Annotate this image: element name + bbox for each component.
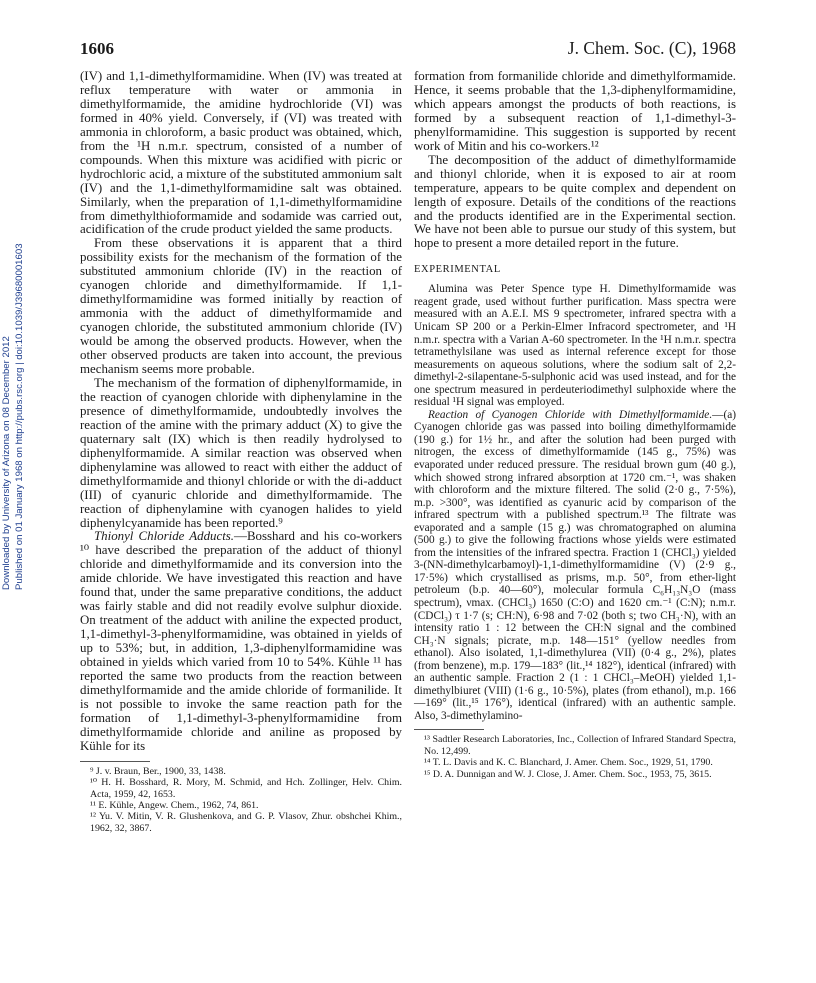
paragraph: From these observations it is apparent that a third possibility exists for the mechanism of the formation of the substituted ammonium chloride (IV) in the reaction of cyanogen chloride and dimethylformamide. If 1,1-dimethylformamidine was formed initially by reaction of ammonia with the adduct of dimethylformamide and cyanogen chloride, the substituted ammonium chloride (IV) would be among the observed products. However, when the other observed products are taken into account, the previous mechanism seems more probable.	[80, 236, 402, 377]
download-sidebar	[0, 170, 26, 590]
footnote-divider	[414, 729, 484, 730]
footnote: ⁹ J. v. Braun, Ber., 1900, 33, 1438.	[90, 765, 226, 777]
journal-reference: J. Chem. Soc. (C), 1968	[567, 38, 736, 58]
experimental-paragraph: Alumina was Peter Spence type H. Dimethylformamide was reagent grade, used without further purification. Mass spectra were measured with an A.E.I. MS 9 spectrometer, infrared spectra with a Unicam SP 200 or a Perkin-Elmer Infracord spectrometer, and ¹H n.m.r. spectra with a Varian A-60 spectrometer. In the ¹H n.m.r. spectra tetramethylsilane was used as internal reference except for those measurements on aqueous solutions, where the sodium salt of 2,2-dimethyl-2-silapentane-5-sulphonic acid was used instead, and for the one spectrum measured in perdeuteriodimethyl sulphoxide where the residual ¹H signal was employed.	[414, 283, 736, 409]
thionyl-paragraph	[80, 530, 402, 753]
publish-note: Published on 01 January 1968 on http://pubs.rsc.org | doi:10.1039/J39680001603	[13, 243, 25, 590]
right-column	[414, 70, 736, 780]
left-column	[80, 70, 402, 834]
footnote: ¹¹ E. Kühle, Angew. Chem., 1962, 74, 861.	[90, 799, 259, 811]
page-header	[80, 38, 736, 62]
footnote-divider	[80, 761, 150, 762]
paragraph-text: —Bosshard and his co-workers ¹⁰ have described the preparation of the adduct of thionyl chloride and dimethylformamide and its conversion into the amide chloride. We have investigated this reaction and have found that, under the same preparative conditions, the adduct was fairly stable and did not readily evolve sulphur dioxide. On treatment of the adduct with aniline the expected product, 1,1-dimethyl-3-phenylformamidine, was obtained in yields of up to 53%; but, in addition, 1,3-diphenylformamidine was obtained in yields which varied from 10 to 54%. Kühle ¹¹ has reported the same two products from the reaction between dimethylformamide and the amide chloride of formanilide. It is not possible to invoke the same reaction path for the formation of 1,1-dimethyl-3-phenylformamidine from dimethylformamide chloride and aniline as proposed by Kühle for its	[80, 529, 402, 753]
footnote: ¹⁵ D. A. Dunnigan and W. J. Close, J. Amer. Chem. Soc., 1953, 75, 3615.	[424, 768, 712, 780]
paragraph: (IV) and 1,1-dimethylformamidine. When (IV) was treated at reflux temperature with water or ammonia in dimethylformamide, the amidine hydrochloride (VI) was formed in 40% yield. Conversely, if (VI) was treated with ammonia in chloroform, a basic product was obtained, which, from the ¹H n.m.r. spectrum, consisted of a number of compounds. When this mixture was acidified with picric or hydrochloric acid, a mixture of the substituted ammonium salt (IV) and the 1,1-dimethylformamidine salt was obtained. Similarly, when the preparation of 1,1-dimethylformamidine from dimethylthioformamide and sodamide was carried out, acidification of the crude product yielded the same products.	[80, 69, 402, 237]
subsection-heading: Thionyl Chloride Adducts.	[94, 529, 235, 544]
paragraph: The mechanism of the formation of diphenylformamide, in the reaction of cyanogen chloride with diphenylamine in the presence of dimethylformamide, undoubtedly involves the reaction of the amine with the primary adduct (X) to give the quaternary salt (IX) which is then readily hydrolysed to diphenylformamide. A similar reaction was observed when diphenylamine was allowed to react with either the adduct of dimethylformamide and thionyl chloride or with the di-adduct (III) of cyanuric chloride and dimethylformamide. The reaction of diphenylamine with cyanogen halides to yield diphenylcyanamide has been reported.⁹	[80, 375, 402, 530]
footnote: ¹² Yu. V. Mitin, V. R. Glushenkova, and G. P. Vlasov, Zhur. obshchei Khim., 1962, 32, 3867.	[90, 811, 402, 834]
footnote: ¹⁴ T. L. Davis and K. C. Blanchard, J. Amer. Chem. Soc., 1929, 51, 1790.	[424, 757, 713, 769]
section-heading: EXPERIMENTAL	[414, 264, 501, 276]
paragraph-text: —(a) Cyanogen chloride gas was passed into boiling dimethylformamide (190 g.) for 1½ hr., and after the solution had been purged with nitrogen, the excess of dimethylformamide (145 g., 75%) was evaporated under reduced pressure. The residual brown gum (40 g.), which showed strong infrared absorption at 1720 cm.⁻¹, was shaken with chloroform and the mixture filtered. The solid (2·0 g., 7·5%), m.p. >300°, was identified as cyanuric acid by comparison of the infrared spectrum with a published spectrum.¹³ The filtrate was evaporated and a sample (15 g.) was chromatographed on alumina (500 g.) to give the following fractions whose yields were estimated from the intensities of the infrared spectra. Fraction 1 (CHCl₃) yielded 3-(NN-dimethylcarbamoyl)-1,1-dimethylformamidine (V) (2·9 g., 17·5%) which crystallised as prisms, m.p. 50°, from ether-light petroleum (b.p. 40—60°), molecular formula C₆H₁₃N₃O (mass spectrum), νmax. (CHCl₃) 1650 (C:O) and 1620 cm.⁻¹ (C:N); n.m.r. (CDCl₃) τ 1·7 (s; CH:N), 6·98 and 7·02 (both s; two CH₃·N), with an intensity ratio 1 : 12 between the CH:N signal and the combined CH₃·N signals; picrate, m.p. 148—151° (yellow needles from ethanol). Also isolated, 1,1-dimethylurea (VII) (0·4 g., 2%), plates (from benzene), m.p. 179—183° (lit.,¹⁴ 182°), identical (infrared) with an authentic sample. Fraction 2 (1 : 1 CHCl₃–MeOH) yielded 1,1-dimethylbiuret (VIII) (1·6 g., 10·5%), plates (from ethanol), m.p. 166—169° (lit.,¹⁵ 176°), identical (infrared) with an authentic sample. Also, 3-dimethylamino-	[414, 408, 736, 722]
footnote: ¹⁰ H. H. Bosshard, R. Mory, M. Schmid, and Hch. Zollinger, Helv. Chim. Acta, 1959, 42, 1653.	[90, 777, 402, 800]
paragraph: formation from formanilide chloride and dimethylformamide. Hence, it seems probable that the 1,3-diphenylformamidine, which appears amongst the products of both reactions, is formed by a subsequent reaction of 1,1-dimethyl-3-phenylformamidine. This suggestion is supported by recent work of Mitin and his co-workers.¹²	[414, 69, 736, 153]
page-number: 1606	[80, 39, 114, 58]
reaction-paragraph	[414, 409, 736, 723]
paragraph: The decomposition of the adduct of dimethylformamide and thionyl chloride, when it is exposed to air at room temperature, appears to be quite complex and dependent on length of exposure. Details of the conditions of the reactions and the products identified are in the Experimental section. We have not been able to pursue our study of this system, but hope to present a more detailed report in the future.	[414, 152, 736, 251]
subsection-heading: Reaction of Cyanogen Chloride with Dimethylformamide.	[428, 408, 713, 421]
download-note: Downloaded by University of Arizona on 08 December 2012	[0, 336, 12, 590]
footnote: ¹³ Sadtler Research Laboratories, Inc., Collection of Infrared Standard Spectra, No. 12,499.	[424, 734, 736, 757]
